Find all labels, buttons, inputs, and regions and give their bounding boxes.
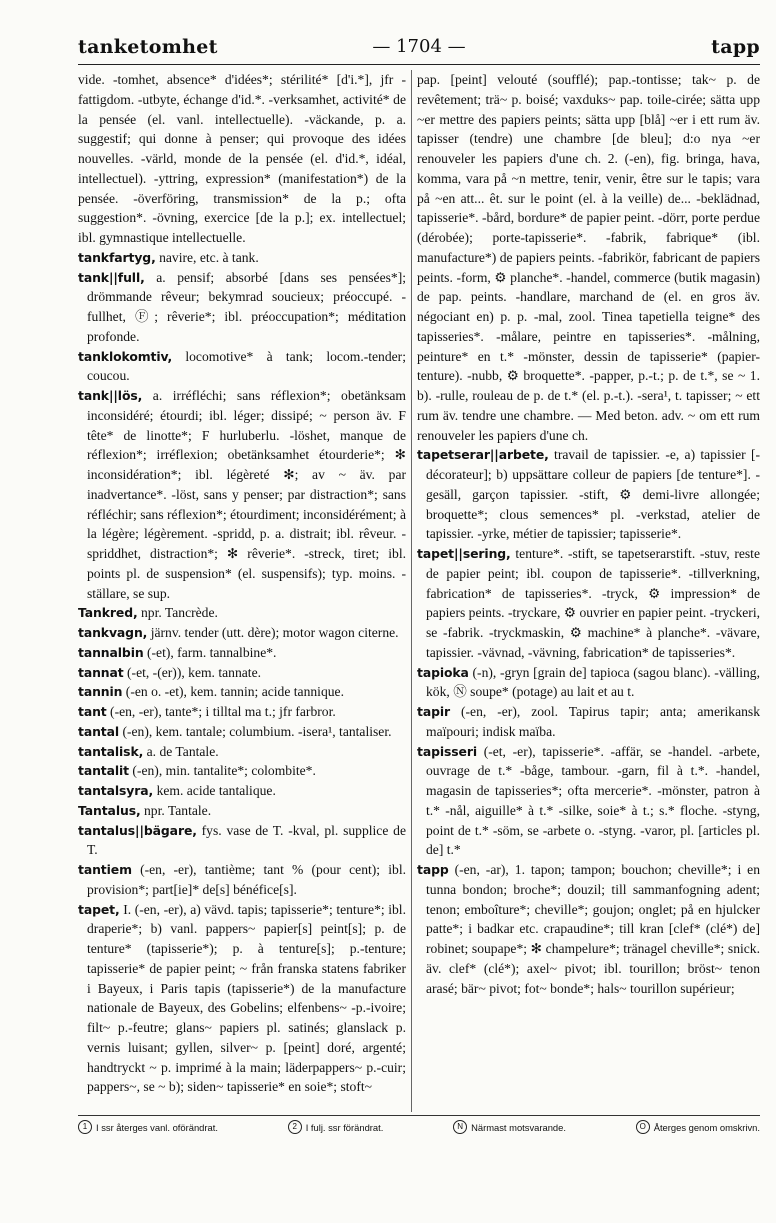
entry-headword: tantalsyra, bbox=[78, 783, 154, 798]
entry-text: (-en, -er), tante*; i tilltal ma t.; jfr farbror. bbox=[106, 704, 336, 719]
dictionary-entry bbox=[78, 801, 406, 821]
entry-headword: tank||full, bbox=[78, 269, 145, 285]
dictionary-entry bbox=[78, 643, 406, 663]
footnote-symbol-icon: N bbox=[453, 1120, 467, 1134]
dictionary-entry bbox=[417, 742, 760, 861]
entry-text: (-n), -gryn [grain de] tapioca (sagou blanc). -välling, kök, Ⓝ soupe* (potage) au lait et au t. bbox=[426, 664, 760, 700]
page-number: — 1704 — bbox=[372, 36, 466, 57]
footnote-text: Närmast motsvarande. bbox=[471, 1121, 566, 1133]
dictionary-entry bbox=[78, 248, 406, 268]
entry-headword: tapet||sering, bbox=[417, 546, 511, 561]
entry-headword: tanklokomtiv, bbox=[78, 348, 173, 364]
entry-headword: tannin bbox=[78, 684, 123, 700]
dictionary-entry bbox=[78, 761, 406, 781]
entry-headword: tapioka bbox=[417, 664, 469, 680]
page-header bbox=[78, 36, 760, 66]
entry-text: (-et, -(er)), kem. tannate. bbox=[123, 664, 261, 680]
dictionary-entry bbox=[78, 347, 406, 387]
entry-headword: tapp bbox=[417, 862, 449, 877]
entry-text: (-en, -er), zool. Tapirus tapir; anta; amerikansk maïpouri; indisk maïba. bbox=[426, 704, 760, 739]
column-divider bbox=[411, 70, 412, 1112]
footnote bbox=[453, 1120, 566, 1134]
footnote bbox=[78, 1120, 218, 1134]
entry-text: kem. acide tantalique. bbox=[153, 783, 276, 798]
entry-text: npr. Tancrède. bbox=[137, 605, 218, 621]
footnote-symbol-icon: O bbox=[636, 1120, 650, 1134]
entry-headword: tantal bbox=[78, 723, 120, 739]
entry-text: fys. vase de T. -kval, pl. supplice de T. bbox=[87, 822, 406, 858]
dictionary-entry bbox=[78, 70, 406, 248]
dictionary-entry bbox=[78, 663, 406, 683]
entry-headword: tantalisk, bbox=[78, 743, 144, 759]
header-rule bbox=[78, 64, 760, 65]
entry-text: tenture*. -stift, se tapetserarstift. -stuv, reste de papier peint; ibl. coupon de tapisserie*. -tillverkning, fabrication* de tapisseries*. -tryck, ⚙ impression* de papiers peints. -tryckare, ⚙ ouvrier en papier peint. -tryckeri, se -fabrik. -tryckmaskin, ⚙ machine* à planche*. -vävare, tapissier. -vävnad, -vävning, fabrication* de tapisseries*. bbox=[426, 546, 760, 660]
footnotes bbox=[78, 1120, 760, 1134]
entry-text: (-en, -er), tantième; tant % (pour cent); ibl. provision*; part[ie]* de[s] bénéfice[s]. bbox=[87, 862, 406, 897]
entry-text: (-et), farm. tannalbine*. bbox=[143, 644, 277, 660]
dictionary-entry bbox=[417, 544, 760, 663]
entry-text: (-en), min. tantalite*; colombite*. bbox=[129, 763, 316, 779]
dictionary-entry bbox=[78, 268, 406, 347]
entry-text: vide. -tomhet, absence* d'idées*; stérilité* [d'i.*], jfr -fattigdom. -utbyte, échange d'id.*. -verksamhet, activité* de la pensée (el. vanl. intellectuelle). -väckande, p. a. suggestif; qui donne à penser; qui provoque des idées nouvelles. -värld, monde de la pensée (el. d'id.*, idéal, intellectuel). -yttring, expression* (manifestation*) de la pensée. -överföring, transmission* de la p.; ofta suggestion*. -övning, exercice [de la p.]; ex. intellectuel; ibl. gymnastique intellectuelle. bbox=[78, 72, 406, 245]
dictionary-entry bbox=[417, 663, 760, 703]
entry-headword: tantalit bbox=[78, 763, 130, 779]
entry-headword: tank||lös, bbox=[78, 388, 143, 403]
entry-headword: Tankred, bbox=[78, 605, 138, 621]
dictionary-entry bbox=[78, 722, 406, 742]
entry-headword: tankfartyg, bbox=[78, 249, 156, 265]
dictionary-entry bbox=[417, 702, 760, 742]
dictionary-entry bbox=[78, 682, 406, 702]
dictionary-entry bbox=[78, 386, 406, 603]
entry-text: navire, etc. à tank. bbox=[155, 249, 259, 265]
dictionary-entry bbox=[78, 623, 406, 643]
entry-text: järnv. tender (utt. dère); motor wagon citerne. bbox=[147, 625, 399, 640]
entry-headword: tapet, bbox=[78, 901, 120, 917]
footnote bbox=[288, 1120, 384, 1134]
entry-text: (-et, -er), tapisserie*. -affär, se -handel. -arbete, ouvrage de t.* -båge, tambour. -garn, fil à t.*. -handel, magasin de tapisseries*; ofta mercerie*. -mönster, patron à t.* -nål, aiguille* à t.* -silke, soie* à t.; s.* floche. -styng, point de t.* -söm, se -arbete o. -styng. -varor, pl. [articles pl. de] t.* bbox=[426, 743, 760, 858]
right-running-headword: tapp bbox=[711, 36, 760, 58]
dictionary-entry bbox=[78, 821, 406, 861]
dictionary-entry bbox=[78, 781, 406, 801]
entry-headword: tantalus||bägare, bbox=[78, 822, 197, 838]
footnote-symbol-icon: 2 bbox=[288, 1120, 302, 1134]
dictionary-entry bbox=[78, 603, 406, 623]
entry-text: pap. [peint] velouté (soufflé); pap.-tontisse; tak~ p. de revêtement; trä~ p. boisé; vaxduks~ pap. toile-cirée; sätta upp ~er mettre des papiers peints; sätta upp [blå] ~er i ett rum äv. tapisser (tendre) une chambre [de bleu]; d:o nya ~er renouveler les papiers d'une ch. 2. (-en), fig. bringa, hava, komma, vara på ~n mettre, tenir, venir, être sur le tapis; vara på ~en att... êt. sur le point (el. à la veille) de... -beklädnad, tapisserie*. -bård, bordure* de papier peint. -dörr, porte perdue (dérobée); porte-tapisserie*. -fabrik, fabrique* (ibl. manufacture*) de papiers peints. -fabrikör, fabricant de papiers peints. -form, ⚙ planche*. -handel, commerce (butik magasin) de pap. peints. -handlare, marchand de (el. en gros äv. négociant en) p. p. -mal, zool. Tinea tapetiella teigne* des tapisseries*. -målare, peintre en tapisseries*. -målning, peinture* en t.* -mönster, dessin de tapisserie* (papier-tenture). -nubb, ⚙ broquette*. -papper, p.-t.; p. de t.*, se ~ 1. b). -rulle, rouleau de p. de t.* (el. p.-t.). -sera¹, t. tapisser; ~ ett rum äv. tendre une chambre. — Med beton. adv. ~ om ett rum renouveler les papiers d'une ch. bbox=[417, 72, 760, 443]
entry-text: npr. Tantale. bbox=[140, 802, 212, 818]
entry-text: (-en, -ar), 1. tapon; tampon; bouchon; cheville*; i en tunna bondon; broche*; douzil; till sammanfogning adent; tenon; emboîture*; cheville*; goujon; onglet; på en hjulcker patte*; i badkar etc. crapaudine*; till kran [clef* (clé*) de] robinet; soupape*; ✻ champelure*; tränagel cheville*; snick. äv. clef* (clé*); axel~ pivot; ibl. tourillon; bröst~ tenon arasé; bär~ pivot; fot~ bonde*; hals~ tourillon supérieur; bbox=[426, 862, 760, 996]
entry-text: (-en), kem. tantale; columbium. -isera¹, tantaliser. bbox=[119, 723, 392, 739]
left-running-headword: tanketomhet bbox=[78, 36, 218, 58]
footnote-text: I fulj. ssr förändrat. bbox=[305, 1121, 384, 1133]
footnote-symbol-icon: 1 bbox=[78, 1120, 92, 1134]
dictionary-entry bbox=[417, 860, 760, 998]
dictionary-entry bbox=[78, 742, 406, 762]
entry-headword: tannalbin bbox=[78, 644, 144, 660]
entry-headword: tapisseri bbox=[417, 743, 478, 759]
footnote-text: I ssr återges vanl. oförändrat. bbox=[96, 1121, 218, 1133]
entry-headword: tankvagn, bbox=[78, 625, 148, 640]
dictionary-entry bbox=[78, 900, 406, 1098]
entry-text: travail de tapissier. -e, a) tapissier [-décorateur]; b) uppsättare colleur de papiers [de tenture*]. -gesäll, garçon tapissier. -stift, ⚙ demi-livre allongée; broquette*; clous semences* pl. -verkstad, atelier de tapissier. -yrke, métier de tapissier; tapisserie*. bbox=[426, 447, 760, 542]
entry-text: locomotive* à tank; locom.-tender; coucou. bbox=[87, 348, 406, 384]
entry-headword: tant bbox=[78, 704, 107, 719]
entry-headword: tapir bbox=[417, 704, 451, 719]
footer-rule bbox=[78, 1115, 760, 1116]
right-column bbox=[417, 70, 760, 998]
entry-headword: tantiem bbox=[78, 862, 132, 877]
entry-text: (-en o. -et), kem. tannin; acide tannique. bbox=[122, 684, 344, 700]
dictionary-entry bbox=[417, 445, 760, 544]
footnote-text: Återges genom omskrivn. bbox=[653, 1121, 760, 1133]
entry-headword: tannat bbox=[78, 664, 124, 680]
entry-headword: tapetserar||arbete, bbox=[417, 447, 549, 463]
dictionary-entry bbox=[78, 702, 406, 722]
dictionary-entry bbox=[78, 860, 406, 900]
left-column bbox=[78, 70, 406, 1097]
dictionary-entry bbox=[417, 70, 760, 445]
entry-headword: Tantalus, bbox=[78, 802, 141, 818]
footnote bbox=[636, 1120, 760, 1134]
entry-text: a. de Tantale. bbox=[143, 743, 219, 759]
entry-text: I. (-en, -er), a) vävd. tapis; tapisserie*; tenture*; ibl. draperie*; b) vanl. pappers~ papier[s] peint[s]; p. de tenture* (tapisserie*); p. à tenture[s]; p.-tenture; tapisserie* de papier peint; ~ från franska statens fabriker i Bayeux, i Paris tapis (tapisserie*) de la manufacture nationale de Bayeux, des Gobelins; elfenbens~ -p.-ivoire; filt~ p.-feutre; glans~ papiers pl. satinés; glanslack p. vernis luisant; gyllen, silver~ p. [peint] doré, argenté; handtryckt ~ p. imprimé à la main; läderpappers~ p.-cuir; pappers~, se ~ b); siden~ tapisserie* en soie*; stoft~ bbox=[87, 901, 406, 1095]
entry-text: a. pensif; absorbé [dans ses pensées*]; drömmande rêveur; bekymrad soucieux; préoccupé. -fullhet, Ⓕ; rêverie*; ibl. préoccupation*; méditation profonde. bbox=[87, 269, 406, 344]
entry-text: a. irréfléchi; sans réflexion*; obetänksam inconsidéré; étourdi; ibl. léger; dissipé; ~ person äv. F tête* de linotte*; F hurluberlu. -löshet, manque de réflexion*; irréflexion; obetänksamhet étourderie*; ✻ inconsidération*; ibl. légèreté ✻; av ~ äv. par inadvertance*. -löst, sans y penser; par distraction*; sans réfléchir; sans réflexion*; étourdiment; inconsidérément; à la légère; légèrement. -spridd, p. a. distrait; ibl. rêveur. -spriddhet, distraction*; ✻ rêverie*. -streck, tiret; ibl. points pl. de suspension* (el. suspensifs); typ. moins. -ställare, se sup. bbox=[87, 388, 406, 601]
